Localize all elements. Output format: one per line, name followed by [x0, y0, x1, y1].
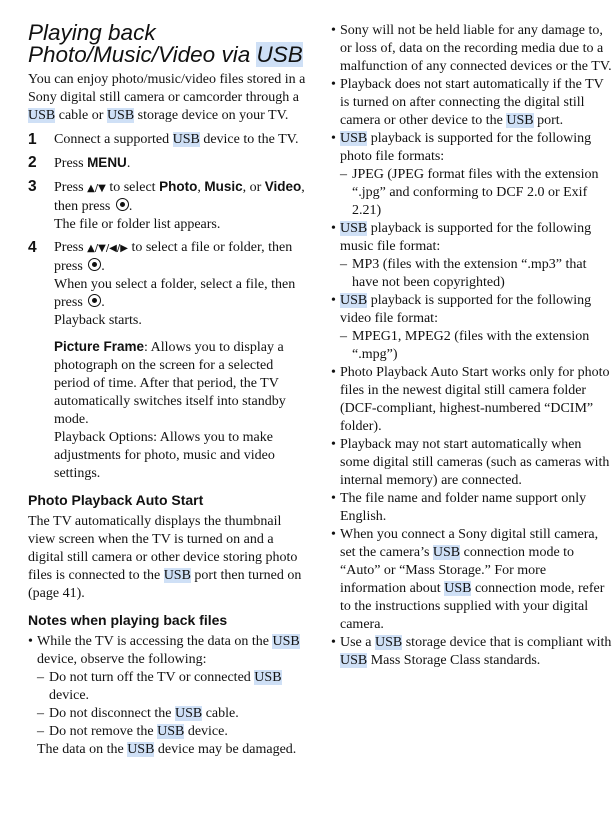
enter-button-icon [116, 198, 129, 211]
notes-heading: Notes when playing back files [28, 612, 228, 628]
step-4: 4 Press ▲/▼/◀/▶ to select a file or folder, then press . When you select a folder, select a file, then press . Playback starts. Picture Frame: Allows you to display a photograph on the screen for a selected period of time. After that period, the TV automatically switches itself into standby mode. Playback Options: Allows you to make adjustments for photo, music and video settings. [28, 239, 311, 483]
auto-start-heading: Photo Playback Auto Start [28, 492, 204, 508]
note-subitem: – MP3 (files with the extension “.mp3” that have not been copyrighted) [340, 256, 613, 292]
note-item: • Playback does not start automatically if the TV is turned on after connecting the digital still camera or other device to the USB port. [331, 76, 613, 130]
enter-button-icon [88, 258, 101, 271]
note-item: • USB playback is supported for the following photo file formats: – JPEG (JPEG format files with the extension “.jpg” and conforming to DCF 2.0 or Exif 2.21) [331, 130, 613, 220]
note-item: • Playback may not start automatically when some digital still cameras (such as cameras with internal memory) are connected. [331, 436, 613, 490]
note-item: • Photo Playback Auto Start works only for photo files in the newest digital still camera folder (DCF-compliant, highest-numbered “DCIM” folder). [331, 364, 613, 436]
right-column [331, 22, 613, 670]
note-item: • USB playback is supported for the following music file format: – MP3 (files with the extension “.mp3” that have not been copyrighted) [331, 220, 613, 292]
note-subitem: – Do not turn off the TV or connected USB device. [37, 669, 311, 705]
notes-list-left [28, 633, 311, 759]
direction-arrows-icon: ▲/▼/◀/▶ [87, 243, 128, 254]
note-subitem: – Do not disconnect the USB cable. [37, 705, 311, 723]
step-3: 3 Press ▲/▼ to select Photo, Music, or Video, then press . The file or folder list appears. [28, 178, 305, 232]
auto-start-text: The TV automatically displays the thumbnail view screen when the TV is turned on and a digital still camera or other device storing photo files is connected to the USB port then turned on (page 41). [28, 514, 302, 601]
up-down-arrows-icon: ▲/▼ [87, 183, 106, 194]
step-2: 2 Press MENU. [28, 154, 131, 171]
enter-button-icon [88, 294, 101, 307]
playback-options-option: Playback Options: Allows you to make adjustments for photo, music and video settings. [54, 430, 275, 481]
note-subitem: – Do not remove the USB device. [37, 723, 311, 741]
note-item: • Use a USB storage device that is compliant with USB Mass Storage Class standards. [331, 634, 613, 670]
picture-frame-option: Picture Frame: Allows you to display a photograph on the screen for a selected period of time. After that period, the TV automatically switches itself into standby mode. [54, 339, 286, 427]
note-subitem: – MPEG1, MPEG2 (files with the extension “.mpg”) [340, 328, 613, 364]
note-item: • While the TV is accessing the data on the USB device, observe the following: – Do not turn off the TV or connected USB device. – Do not disconnect the USB cable. – Do not remove the USB device. The data on the USB device may be damaged. [28, 633, 311, 759]
page-title: Playing back Photo/Music/Video via USB [28, 20, 303, 67]
note-subitem: – JPEG (JPEG format files with the extension “.jpg” and conforming to DCF 2.0 or Exif 2.21) [340, 166, 613, 220]
note-item: • Sony will not be held liable for any damage to, or loss of, data on the recording media due to a malfunction of any connected devices or the TV. [331, 22, 613, 76]
notes-list-right [331, 22, 613, 670]
left-column [28, 22, 311, 759]
menu-button-label: MENU [87, 155, 127, 170]
step-1: 1 Connect a supported USB device to the TV. [28, 131, 299, 148]
note-item: • USB playback is supported for the following video file format: – MPEG1, MPEG2 (files with the extension “.mpg”) [331, 292, 613, 364]
usb-term: USB [256, 42, 303, 67]
intro-paragraph: You can enjoy photo/music/video files stored in a Sony digital still camera or camcorder through a USB cable or USB storage device on your TV. [28, 72, 306, 123]
note-item: • The file name and folder name support only English. [331, 490, 613, 526]
note-item: • When you connect a Sony digital still camera, set the camera’s USB connection mode to “Auto” or “Mass Storage.” For more information about USB connection mode, refer to the instructions supplied with your digital camera. [331, 526, 613, 634]
